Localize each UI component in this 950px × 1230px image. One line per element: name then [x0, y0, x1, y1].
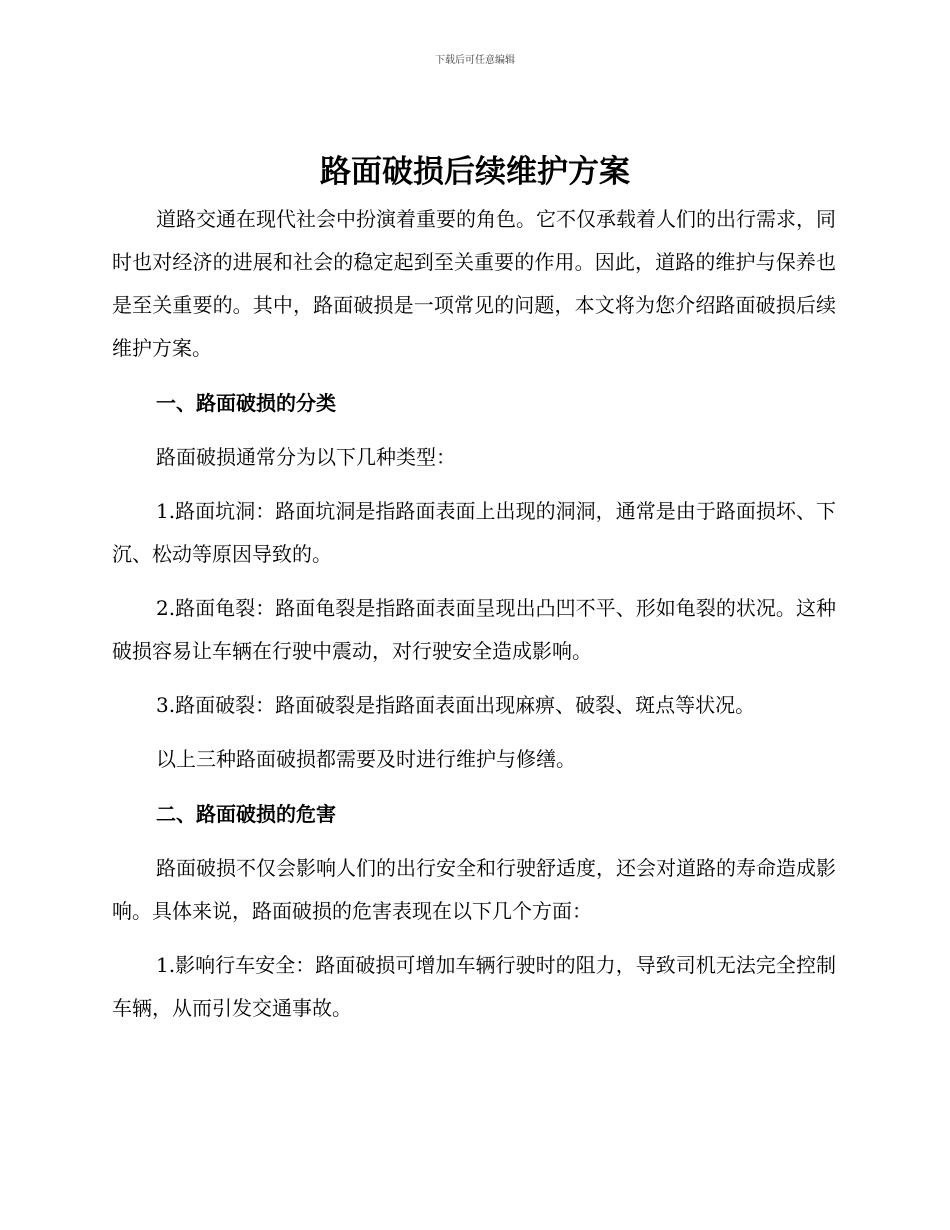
classification-item-cracking: 3.路面破裂：路面破裂是指路面表面出现麻痹、破裂、斑点等状况。: [156, 693, 756, 717]
classification-item-alligator-cracking: 2.路面龟裂：路面龟裂是指路面表面呈现出凸凹不平、形如龟裂的状况。这种破损容易让车辆在行驶中震动，对行驶安全造成影响。: [112, 596, 836, 663]
classification-item-potholes: 1.路面坑洞：路面坑洞是指路面表面上出现的洞洞，通常是由于路面损坏、下沉、松动等原因导致的。: [112, 499, 836, 566]
hazards-item-driving-safety: 1.影响行车安全：路面破损可增加车辆行驶时的阻力，导致司机无法完全控制车辆，从而引发交通事故。: [112, 953, 836, 1020]
header-note: 下载后可任意编辑: [435, 55, 515, 66]
section-heading-classification: 一、路面破损的分类: [156, 391, 336, 415]
classification-summary: 以上三种路面破损都需要及时进行维护与修缮。: [156, 747, 576, 771]
intro-paragraph: 道路交通在现代社会中扮演着重要的角色。它不仅承载着人们的出行需求，同时也对经济的进展和社会的稳定起到至关重要的作用。因此，道路的维护与保养也是至关重要的。其中，路面破损是一项常见的问题，本文将为您介绍路面破损后续维护方案。: [112, 207, 836, 360]
classification-lead: 路面破损通常分为以下几种类型：: [156, 445, 456, 469]
section-heading-hazards: 二、路面破损的危害: [156, 802, 336, 826]
document-body: [112, 198, 836, 1030]
document-title: 路面破损后续维护方案: [320, 154, 630, 190]
hazards-lead: 路面破损不仅会影响人们的出行安全和行驶舒适度，还会对道路的寿命造成影响。具体来说，路面破损的危害表现在以下几个方面：: [112, 856, 836, 923]
